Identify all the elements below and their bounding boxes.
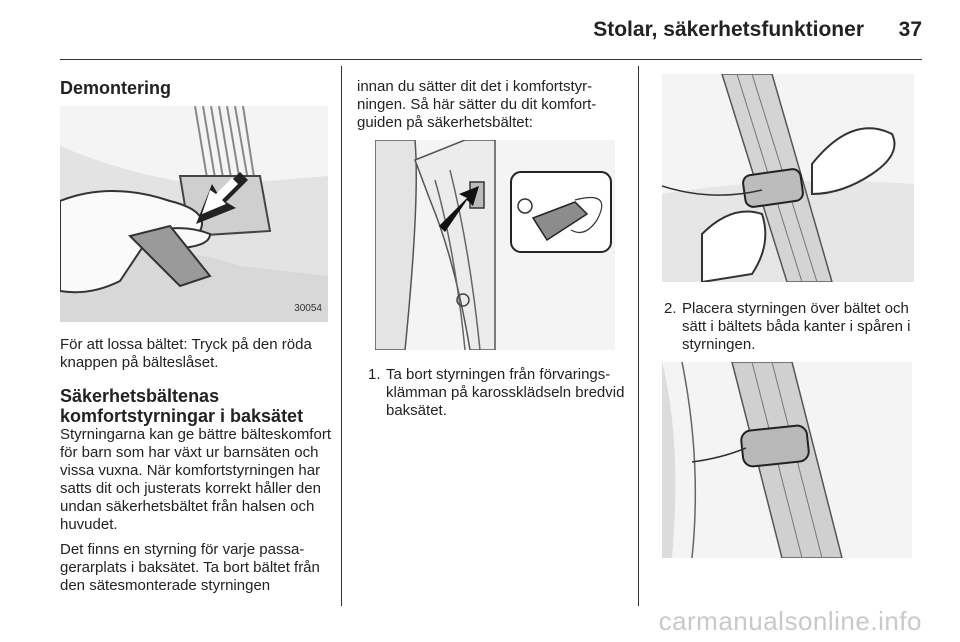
guide-on-belt-illustration xyxy=(662,74,914,282)
page-number: 37 xyxy=(898,18,922,41)
figure-guide-mounted xyxy=(662,362,912,558)
column-separator-1 xyxy=(341,66,342,606)
column-1 xyxy=(60,78,330,98)
column-separator-2 xyxy=(638,66,639,606)
section-heading-comfort-guides: Säkerhetsbältenas komfortstyrningar i baksätet xyxy=(60,386,304,426)
running-header-title: Stolar, säkerhetsfunktioner xyxy=(593,18,864,41)
step-1-text: Ta bort styrningen från förvaringsklämman på karossklädseln bredvid baksätet. xyxy=(386,366,625,419)
header-rule xyxy=(60,59,922,60)
storage-clip-illustration xyxy=(375,140,615,350)
step-2-text: Placera styrningen över bältet och sätt i bältets båda kanter i spåren i styrningen. xyxy=(682,300,911,353)
step-2-number: 2. xyxy=(664,300,677,317)
paragraph-comfort-benefits: Styrningarna kan ge bättre bälteskomfort för barn som har växt ur barnsäten och vissa vuxna. När komfortstyrningen har satts dit och justerats korrekt håller den undan säkerhetsbältet från halsen och huvudet. xyxy=(60,426,331,533)
paragraph-install-intro: innan du sätter dit det i komfortstyrningen. Så här sätter du dit komfortguiden på säkerhetsbältet: xyxy=(357,78,597,131)
figure-storage-clip xyxy=(375,140,615,350)
step-2 xyxy=(664,300,926,354)
guide-mounted-illustration xyxy=(662,362,912,558)
paragraph-release-belt: För att lossa bältet: Tryck på den röda knappen på bälteslåset. xyxy=(60,336,312,371)
figure-buckle-release xyxy=(60,106,328,322)
column-1-text xyxy=(60,336,332,602)
step-1 xyxy=(368,366,630,420)
figure-guide-on-belt xyxy=(662,74,914,282)
watermark: carmanualsonline.info xyxy=(658,606,922,636)
figure-number: 30054 xyxy=(294,303,322,314)
column-2-text xyxy=(357,78,629,139)
buckle-release-illustration xyxy=(60,106,328,322)
section-heading-demontering: Demontering xyxy=(60,78,172,98)
paragraph-one-guide-per-seat: Det finns en styrning för varje passagerarplats i baksätet. Ta bort bältet från den sätesmonterade styrningen xyxy=(60,541,320,594)
step-1-number: 1. xyxy=(368,366,381,383)
